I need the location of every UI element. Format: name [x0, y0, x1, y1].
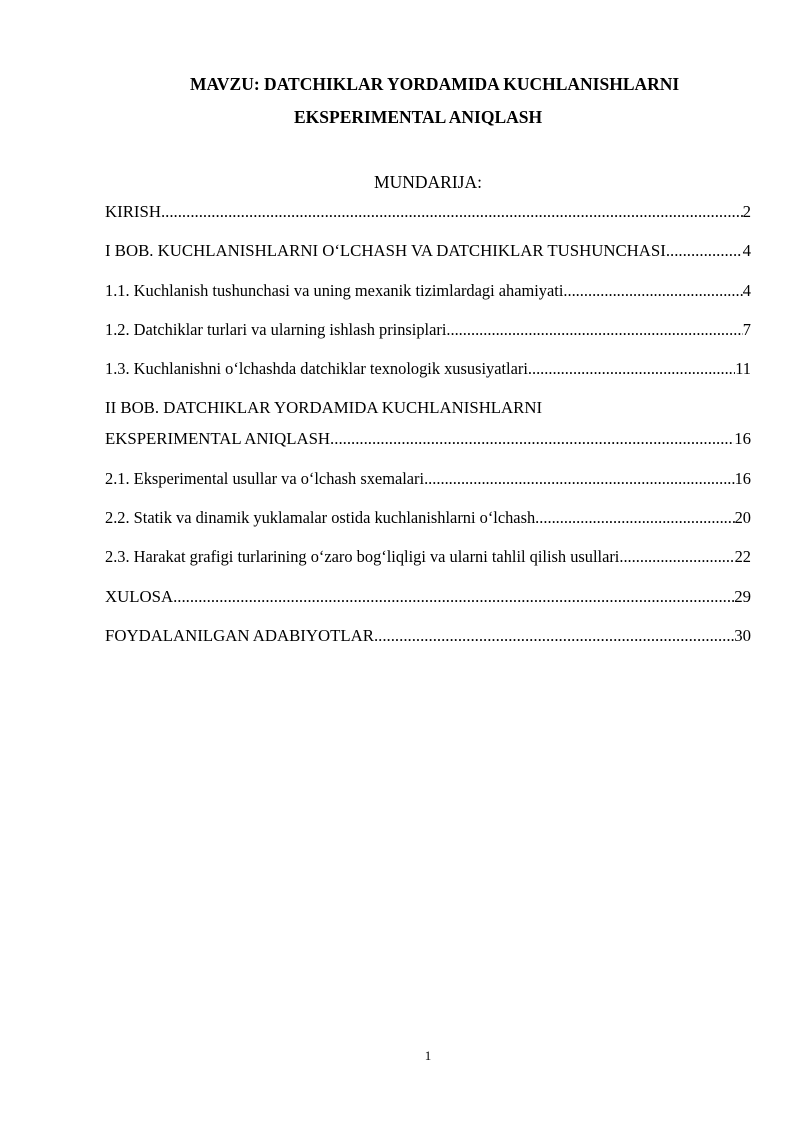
toc-entry-section-1-3[interactable] [105, 358, 751, 380]
toc-dot-leader [528, 358, 735, 380]
toc-dot-leader [619, 546, 732, 568]
toc-entry-label: XULOSA [105, 587, 174, 606]
toc-entry-page: 4 [742, 281, 751, 300]
toc-entry-page: 29 [734, 587, 751, 606]
toc-entry-page: 7 [742, 320, 751, 339]
document-title-line-2: EKSPERIMENTAL ANIQLASH [294, 107, 543, 127]
toc-entry-section-1-1[interactable] [105, 280, 751, 302]
toc-entry-page: 11 [735, 359, 751, 378]
toc-dot-leader [666, 240, 741, 262]
toc-dot-leader [563, 280, 742, 302]
toc-entry-chapter-1[interactable] [105, 240, 751, 262]
toc-entry-page: 20 [734, 508, 751, 527]
toc-entry-chapter-2-line-1[interactable]: II BOB. DATCHIKLAR YORDAMIDA KUCHLANISHLARNI [105, 398, 543, 417]
toc-entry-page: 2 [742, 202, 751, 221]
toc-entry-page: 30 [734, 626, 751, 645]
toc-dot-leader [424, 468, 735, 490]
page-number: 1 [424, 1048, 432, 1063]
toc-dot-leader [446, 319, 742, 341]
toc-heading: MUNDARIJA: [374, 172, 482, 192]
toc-entry-label: 1.2. Datchiklar turlari va ularning ishlash prinsiplari [105, 320, 447, 339]
toc-dot-leader [330, 428, 734, 450]
toc-entry-xulosa[interactable] [105, 586, 751, 608]
toc-dot-leader [173, 586, 734, 608]
toc-entry-kirish[interactable] [105, 201, 751, 223]
toc-entry-references[interactable] [105, 625, 751, 647]
toc-entry-chapter-2[interactable] [105, 428, 751, 450]
document-title-line-1: MAVZU: DATCHIKLAR YORDAMIDA KUCHLANISHLARNI [190, 74, 680, 94]
toc-entry-label: KIRISH [105, 202, 161, 221]
toc-entry-page: 4 [742, 241, 751, 260]
toc-entry-label: FOYDALANILGAN ADABIYOTLAR [105, 626, 374, 645]
toc-entry-label: 1.1. Kuchlanish tushunchasi va uning mexanik tizimlardagi ahamiyati [105, 281, 564, 300]
toc-entry-page: 22 [734, 547, 751, 566]
toc-entry-label: I BOB. KUCHLANISHLARNI O‘LCHASH VA DATCHIKLAR TUSHUNCHASI [105, 241, 666, 260]
toc-entry-label: 2.1. Eksperimental usullar va o‘lchash sxemalari [105, 469, 425, 488]
toc-entry-label: EKSPERIMENTAL ANIQLASH [105, 429, 331, 448]
toc-dot-leader [374, 625, 734, 647]
toc-entry-section-2-3[interactable] [105, 546, 751, 568]
toc-dot-leader [161, 201, 743, 223]
toc-entry-label: 2.3. Harakat grafigi turlarining o‘zaro bog‘liqligi va ularni tahlil qilish usullari [105, 547, 620, 566]
toc-entry-section-2-1[interactable] [105, 468, 751, 490]
toc-entry-section-1-2[interactable] [105, 319, 751, 341]
toc-entry-section-2-2[interactable] [105, 507, 751, 529]
toc-entry-label: 1.3. Kuchlanishni o‘lchashda datchiklar texnologik xususiyatlari [105, 359, 528, 378]
toc-entry-page: 16 [734, 429, 751, 448]
toc-dot-leader [535, 507, 734, 529]
toc-entry-page: 16 [734, 469, 751, 488]
toc-entry-label: 2.2. Statik va dinamik yuklamalar ostida kuchlanishlarni o‘lchash [105, 508, 536, 527]
